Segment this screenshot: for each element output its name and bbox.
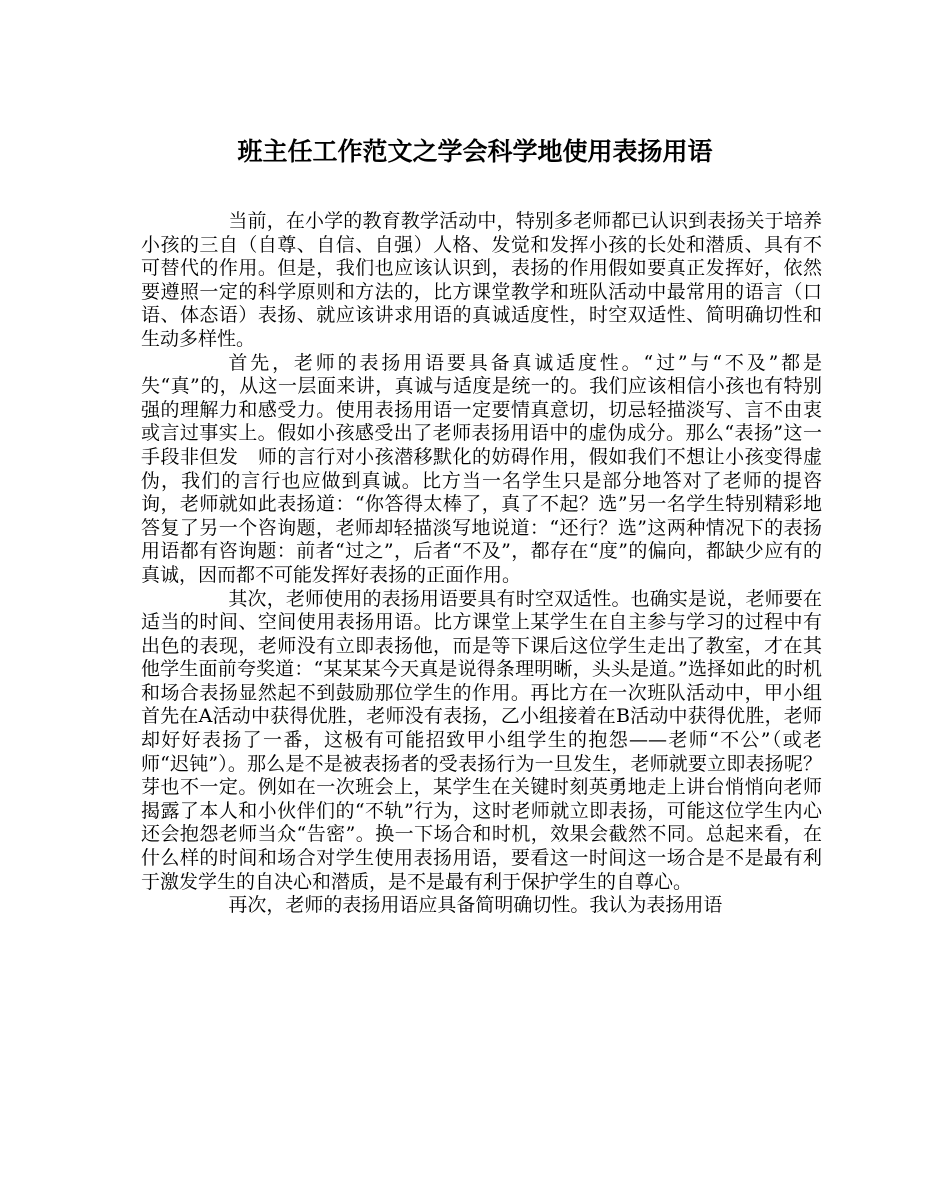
- document-body: [141, 210, 822, 918]
- paragraph-timing: 其次，老师使用的表扬用语要具有时空双适性。也确实是说，老师要在适当的时间、空间使用表扬用语。比方课堂上某学生在自主参与学习的过程中有出色的表现，老师没有立即表扬他，而是等下课后这位学生走出了教室，才在其他学生面前夸奖道：“某某某今天真是说得条理明晰，头头是道。”选择如此的时机和场合表扬显然起不到鼓励那位学生的作用。再比方在一次班队活动中，甲小组首先在A活动中获得优胜，老师没有表扬，乙小组接着在B活动中获得优胜，老师却好好表扬了一番，这极有可能招致甲小组学生的抱怨——老师“不公”（或老师“迟钝”）。那么是不是被表扬者的受表扬行为一旦发生，老师就要立即表扬呢？芽也不一定。例如在一次班会上，某学生在关键时刻英勇地走上讲台悄悄向老师揭露了本人和小伙伴们的“不轨”行为，这时老师就立即表扬，可能这位学生内心还会抱怨老师当众“告密”。换一下场合和时机，效果会截然不同。总起来看，在什么样的时间和场合对学生使用表扬用语，要看这一时间这一场合是不是最有利于激发学生的自决心和潜质，是不是最有利于保护学生的自尊心。: [141, 587, 822, 893]
- paragraph-sincerity: 首先，老师的表扬用语要具备真诚适度性。“过”与“不及”都是失“真”的，从这一层面来讲，真诚与适度是统一的。我们应该相信小孩也有特别强的理解力和感受力。使用表扬用语一定要情真意切，切忌轻描淡写、言不由衷或言过事实上。假如小孩感受出了老师表扬用语中的虚伪成分。那么“表扬”这一手段非但发 师的言行对小孩潜移默化的妨碍作用，假如我们不想让小孩变得虚伪，我们的言行也应做到真诚。比方当一名学生只是部分地答对了老师的提咨询，老师就如此表扬道：“你答得太棒了，真了不起？选”另一名学生特别精彩地答复了另一个咨询题，老师却轻描淡写地说道：“还行？选”这两种情况下的表扬用语都有咨询题：前者“过之”，后者“不及”，都存在“度”的偏向，都缺少应有的真诚，因而都不可能发挥好表扬的正面作用。: [141, 351, 822, 586]
- paragraph-intro: 当前，在小学的教育教学活动中，特别多老师都已认识到表扬关于培养小孩的三自（自尊、自信、自强）人格、发觉和发挥小孩的长处和潜质、具有不可替代的作用。但是，我们也应该认识到，表扬的作用假如要真正发挥好，依然要遵照一定的科学原则和方法的，比方课堂教学和班队活动中最常用的语言（口语、体态语）表扬、就应该讲求用语的真诚适度性，时空双适性、简明确切性和生动多样性。: [141, 210, 822, 350]
- document-title: 班主任工作范文之学会科学地使用表扬用语: [237, 137, 713, 166]
- paragraph-concise: 再次，老师的表扬用语应具备简明确切性。我认为表扬用语: [228, 894, 723, 917]
